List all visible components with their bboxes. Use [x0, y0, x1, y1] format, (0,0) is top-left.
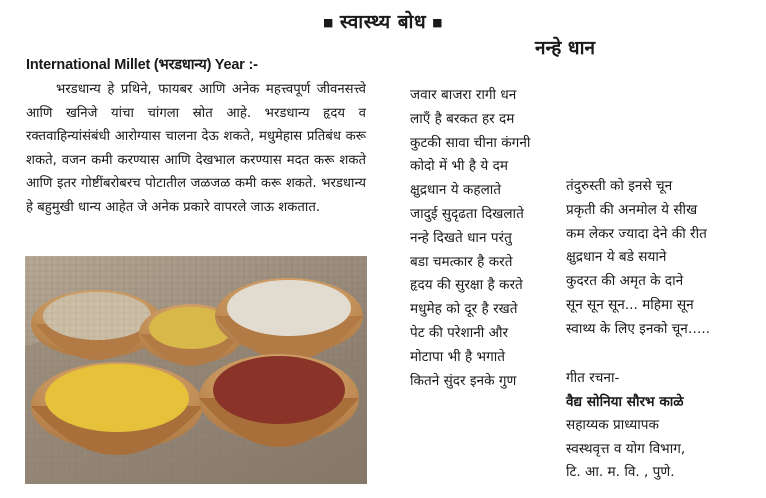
square-bullet-icon: ■: [322, 16, 334, 29]
poem-line: कुदरत की अमृत के दाने: [566, 273, 684, 290]
poem-credit: [566, 367, 685, 485]
section-header: [0, 8, 766, 34]
millet-bowls-photo: [25, 256, 367, 484]
article-paragraph: भरडधान्य हे प्रथिने, फायबर आणि अनेक महत्त्वपूर्ण जीवनसत्त्वे आणि खनिजे यांचा चांगला स्रोत आहे. भरडधान्य हृदय व रक्तवाहिन्यांसंबंधी आरोग्यास चालना देऊ शकते, मधुमेहास प्रतिबंध करू शकते, वजन कमी करण्यास आणि देखभाल करण्यास मदत करू शकते आणि इतर गोष्टींबरोबरच पोटातील जळजळ कमी करू शकते. भरडधान्य हे बहुमुखी धान्य आहेत जे अनेक प्रकारे वापरले जाऊ शकतात.: [26, 82, 366, 215]
poem-line: लाएँ है बरकत हर दम: [410, 110, 515, 127]
poem-line: हृदय की सुरक्षा है करते: [410, 277, 523, 294]
square-bullet-icon: ■: [432, 16, 444, 29]
poem-title: नन्हे धान: [535, 37, 596, 59]
poem-line: कोदो में भी है ये दम: [410, 158, 508, 175]
poem-line: कितने सुंदर इनके गुण: [410, 372, 517, 389]
poem-column-2: [566, 175, 710, 342]
millet-bowls-illustration: [25, 256, 367, 484]
poem-line: पेट की परेशानी और: [410, 324, 509, 341]
credit-institution: टि. आ. म. वि. , पुणे.: [566, 464, 675, 481]
poem-line: मधुमेह को दूर है रखते: [410, 301, 518, 318]
section-title: स्वास्थ्य बोध: [339, 11, 427, 33]
poem-line: मोटापा भी है भगाते: [410, 348, 506, 365]
poem-line: जवार बाजरा रागी धन: [410, 87, 517, 103]
poem-line: प्रकृती की अनमोल ये सीख: [566, 201, 698, 218]
poem-line: स्वाथ्य के लिए इनको चून…..: [566, 320, 711, 337]
credit-designation: सहाय्यक प्राध्यापक: [566, 417, 659, 434]
poem-line: क्षुद्रधान ये बडे सयाने: [566, 249, 667, 266]
credit-department: स्वस्थवृत्त व योग विभाग,: [566, 440, 686, 457]
poem-line: कम लेकर ज्यादा देने की रीत: [566, 225, 707, 242]
poem-line: क्षुद्रधान ये कहलाते: [410, 182, 502, 199]
credit-author: वैद्य सोनिया सौरभ काळे: [566, 393, 684, 410]
article-heading: International Millet (भरडधान्य) Year :-: [26, 57, 258, 73]
poem-line: नन्हे दिखते धान परंतु: [410, 229, 512, 246]
poem-line: जादुई सुदृढता दिखलाते: [410, 205, 524, 222]
credit-label: गीत रचना-: [566, 370, 620, 386]
poem-line: सून सून सून... महिमा सून: [566, 296, 694, 313]
poem-line: बडा चमत्कार है करते: [410, 253, 513, 270]
poem-line: कुटकी सावा चीना कंगनी: [410, 134, 531, 151]
poem-column-1: [410, 84, 530, 393]
poem-line: तंदुरुस्ती को इनसे चून: [566, 178, 673, 194]
